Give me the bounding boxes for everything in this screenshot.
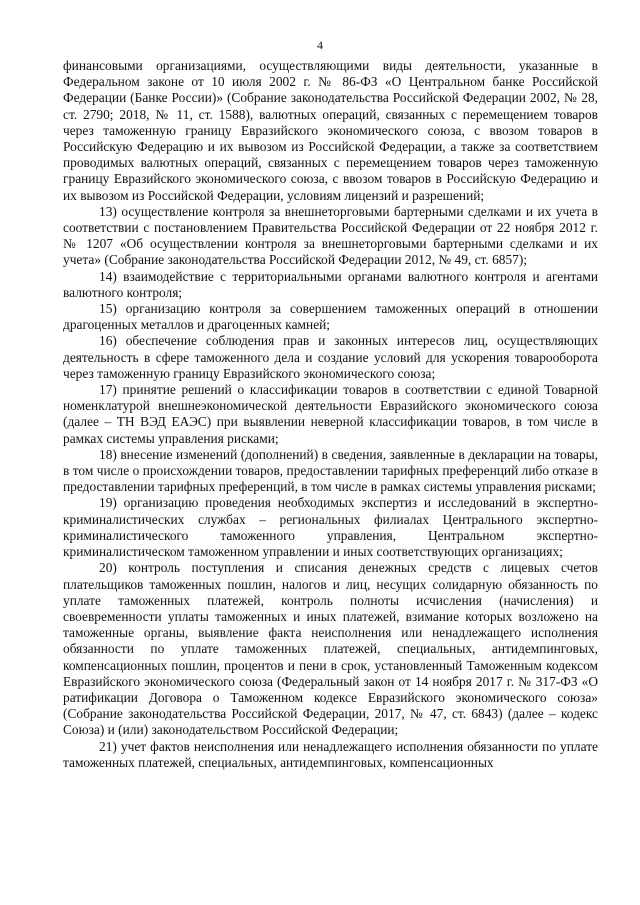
paragraph-item-17: 17) принятие решений о классификации товаров в соответствии с единой Товарной номенклатурой внешнеэкономической деятельности Евразийского экономического союза (далее – ТН ВЭД ЕАЭС) при выявлении неверной классификации товаров, в том числе в рамках системы управления рисками;	[63, 382, 598, 446]
paragraph-item-20: 20) контроль поступления и списания денежных средств с лицевых счетов плательщиков таможенных пошлин, налогов и лиц, несущих солидарную обязанность по уплате таможенных платежей, контроль полноты исчисления (начисления) и своевременности уплаты таможенных и иных платежей, взимание которых возложено на таможенные органы, выявление факта неисполнения или ненадлежащего исполнения обязанности по уплате таможенных платежей, специальных, антидемпинговых, компенсационных пошлин, процентов и пени в срок, установленный Таможенным кодексом Евразийского экономического союза (Федеральный закон от 14 ноября 2017 г. № 317-ФЗ «О ратификации Договора о Таможенном кодексе Евразийского экономического союза» (Собрание законодательства Российской Федерации, 2017, № 47, ст. 6843) (далее – кодекс Союза) и (или) законодательством Российской Федерации;	[63, 560, 598, 738]
paragraph-item-13: 13) осуществление контроля за внешнеторговыми бартерными сделками и их учета в соответствии с постановлением Правительства Российской Федерации от 22 ноября 2012 г. № 1207 «Об осуществлении контроля за внешнеторговыми бартерными сделками и их учета» (Собрание законодательства Российской Федерации 2012, № 49, ст. 6857);	[63, 203, 598, 268]
paragraph-item-15: 15) организацию контроля за совершением таможенных операций в отношении драгоценных металлов и драгоценных камней;	[63, 301, 598, 333]
document-body	[63, 58, 598, 771]
paragraph-item-16: 16) обеспечение соблюдения прав и законных интересов лиц, осуществляющих деятельность в сфере таможенного дела и создание условий для ускорения товарооборота через таможенную границу Евразийского экономического союза;	[63, 333, 598, 381]
paragraph-item-21: 21) учет фактов неисполнения или ненадлежащего исполнения обязанности по уплате таможенных платежей, специальных, антидемпинговых, компенсационных	[63, 738, 598, 770]
paragraph-item-19: 19) организацию проведения необходимых экспертиз и исследований в экспертно-криминалистических службах – региональных филиалах Центрального экспертно-криминалистического таможенного управления, Центральном экспертно-криминалистическом таможенном управлении и иных соответствующих организациях;	[63, 495, 598, 560]
page-number: 4	[317, 38, 323, 52]
paragraph-continuation: финансовыми организациями, осуществляющими виды деятельности, указанные в Федеральном законе от 10 июля 2002 г. № 86-ФЗ «О Центральном банке Российской Федерации (Банке России)» (Собрание законодательства Российской Федерации 2002, № 28, ст. 2790; 2018, № 11, ст. 1588), валютных операций, связанных с перемещением товаров через таможенную границу Евразийского экономического союза, с ввозом товаров в Российскую Федерацию и их вывозом из Российской Федерации, а также за соответствием проводимых валютных операций, связанных с перемещением товаров через таможенную границу Евразийского экономического союза, с ввозом товаров в Российскую Федерацию и их вывозом из Российской Федерации, условиям лицензий и разрешений;	[63, 58, 598, 203]
paragraph-item-18: 18) внесение изменений (дополнений) в сведения, заявленные в декларации на товары, в том числе о происхождении товаров, предоставлении тарифных преференций либо отказе в предоставлении тарифных преференций, в том числе в рамках системы управления рисками;	[63, 446, 598, 495]
paragraph-item-14: 14) взаимодействие с территориальными органами валютного контроля и агентами валютного контроля;	[63, 268, 598, 300]
